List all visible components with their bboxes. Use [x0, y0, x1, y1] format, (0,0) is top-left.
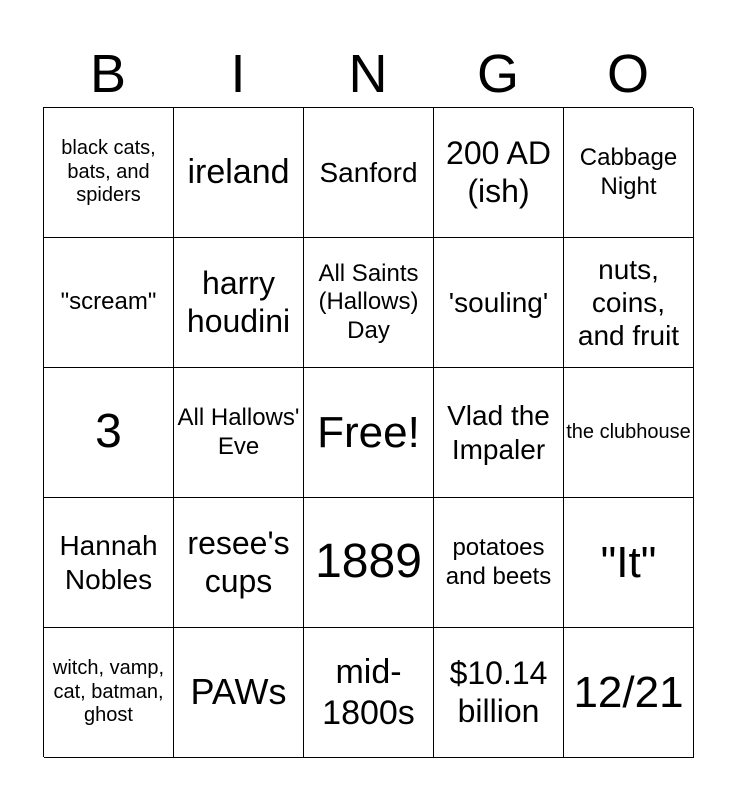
bingo-cell[interactable]: potatoes and beets	[434, 498, 564, 628]
bingo-cell[interactable]: 1889	[304, 498, 434, 628]
header-letter-b: B	[89, 44, 127, 104]
bingo-cell[interactable]: resee's cups	[174, 498, 304, 628]
bingo-cell[interactable]: Sanford	[304, 108, 434, 238]
bingo-cell[interactable]: 12/21	[564, 628, 694, 758]
bingo-cell[interactable]: "It"	[564, 498, 694, 628]
bingo-cell[interactable]: harry houdini	[174, 238, 304, 368]
header-letter-i: I	[230, 44, 246, 104]
bingo-cell[interactable]: nuts, coins, and fruit	[564, 238, 694, 368]
bingo-cell[interactable]: 3	[44, 368, 174, 498]
bingo-cell[interactable]: $10.14 billion	[434, 628, 564, 758]
bingo-cell[interactable]: 'souling'	[434, 238, 564, 368]
bingo-cell[interactable]: witch, vamp, cat, batman, ghost	[44, 628, 174, 758]
bingo-cell[interactable]: Vlad the Impaler	[434, 368, 564, 498]
bingo-cell[interactable]: black cats, bats, and spiders	[44, 108, 174, 238]
bingo-cell[interactable]: All Hallows' Eve	[174, 368, 304, 498]
bingo-cell[interactable]: Hannah Nobles	[44, 498, 174, 628]
bingo-board	[43, 107, 693, 757]
free-space[interactable]: Free!	[304, 368, 434, 498]
bingo-header	[43, 40, 693, 108]
header-letter-o: O	[606, 44, 649, 104]
bingo-cell[interactable]: ireland	[174, 108, 304, 238]
bingo-cell[interactable]: Cabbage Night	[564, 108, 694, 238]
bingo-cell[interactable]: PAWs	[174, 628, 304, 758]
bingo-cell[interactable]: All Saints (Hallows) Day	[304, 238, 434, 368]
header-letter-n: N	[348, 44, 388, 104]
bingo-cell[interactable]: "scream"	[44, 238, 174, 368]
header-letter-g: G	[476, 44, 519, 104]
bingo-cell[interactable]: 200 AD (ish)	[434, 108, 564, 238]
bingo-cell[interactable]: the clubhouse	[564, 368, 694, 498]
bingo-cell[interactable]: mid-1800s	[304, 628, 434, 758]
